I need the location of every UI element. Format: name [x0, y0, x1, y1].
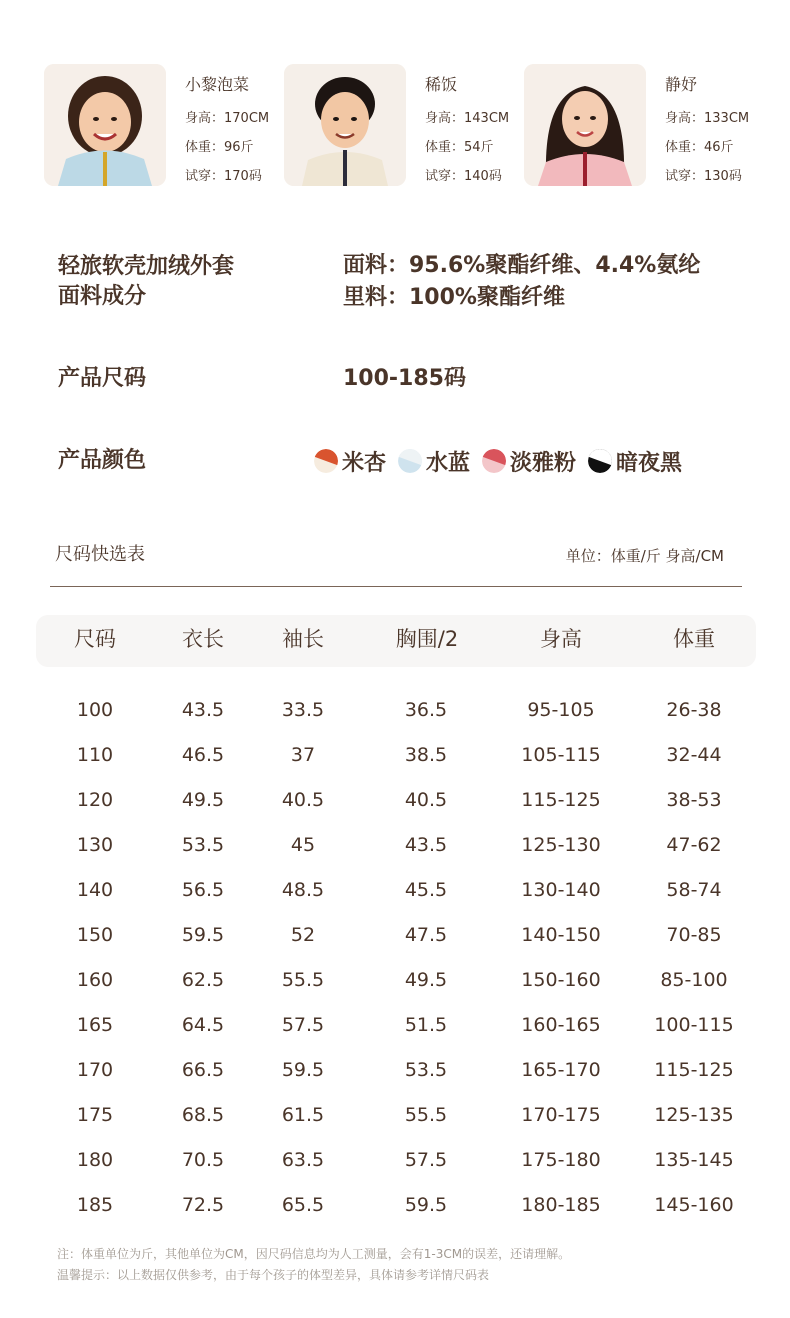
table-cell: 58-74 [666, 879, 722, 901]
model-info [425, 72, 509, 191]
color-option [314, 446, 386, 477]
table-cell: 45 [290, 834, 316, 856]
table-cell: 145-160 [654, 1194, 734, 1216]
table-cell: 40.5 [281, 789, 325, 811]
color-label: 产品颜色 [58, 448, 147, 473]
material-label-line-1: 轻旅软壳加绒外套 [58, 254, 235, 279]
table-cell: 160 [76, 969, 114, 991]
material-value-line-2: 里料：100%聚酯纤维 [343, 285, 565, 310]
table-cell: 38-53 [666, 789, 722, 811]
model-portrait-image [284, 64, 406, 186]
model-name: 稀饭 [425, 75, 458, 94]
column-header: 胸围/2 [395, 627, 459, 651]
table-cell: 115-125 [654, 1059, 734, 1081]
table-row [0, 823, 790, 868]
color-name: 水蓝 [426, 450, 471, 476]
model-size: 试穿：140码 [425, 169, 502, 184]
table-cell: 150-160 [521, 969, 601, 991]
table-cell: 56.5 [181, 879, 225, 901]
table-row [0, 868, 790, 913]
size-value: 100-185码 [343, 366, 466, 391]
color-swatch-icon [482, 449, 506, 473]
table-cell: 180 [76, 1149, 114, 1171]
model-photo [524, 64, 646, 186]
material-value-line-1: 面料：95.6%聚酯纤维、4.4%氨纶 [343, 253, 701, 278]
table-cell: 37 [290, 744, 316, 766]
table-row [0, 1093, 790, 1138]
table-cell: 61.5 [281, 1104, 325, 1126]
size-label: 产品尺码 [58, 366, 147, 391]
tip-note: 温馨提示：以上数据仅供参考，由于每个孩子的体型差异，具体请参考详情尺码表 [57, 1268, 490, 1282]
model-weight: 体重：46斤 [665, 140, 734, 155]
table-cell: 72.5 [181, 1194, 225, 1216]
table-cell: 46.5 [181, 744, 225, 766]
table-row [0, 1003, 790, 1048]
model-height: 身高：170CM [185, 111, 270, 126]
table-cell: 70.5 [181, 1149, 225, 1171]
table-cell: 51.5 [404, 1014, 448, 1036]
column-header: 袖长 [282, 627, 324, 651]
table-cell: 59.5 [281, 1059, 325, 1081]
table-cell: 55.5 [281, 969, 325, 991]
model-portrait-image [44, 64, 166, 186]
size-table-title: 尺码快选表 [55, 544, 145, 565]
table-cell: 105-115 [521, 744, 601, 766]
table-cell: 53.5 [404, 1059, 448, 1081]
table-cell: 165 [76, 1014, 114, 1036]
table-row [0, 688, 790, 733]
table-cell: 115-125 [521, 789, 601, 811]
table-cell: 130-140 [521, 879, 601, 901]
table-cell: 160-165 [521, 1014, 601, 1036]
model-info [665, 72, 749, 191]
model-height: 身高：133CM [665, 111, 750, 126]
model-height: 身高：143CM [425, 111, 510, 126]
color-options [314, 446, 694, 476]
table-header [36, 615, 756, 667]
table-cell: 110 [76, 744, 114, 766]
model-portrait-image [524, 64, 646, 186]
column-header: 衣长 [182, 627, 224, 651]
table-cell: 36.5 [404, 699, 448, 721]
table-cell: 57.5 [281, 1014, 325, 1036]
table-cell: 59.5 [404, 1194, 448, 1216]
table-cell: 130 [76, 834, 114, 856]
table-cell: 43.5 [181, 699, 225, 721]
table-cell: 85-100 [660, 969, 728, 991]
color-swatch-icon [314, 449, 338, 473]
table-cell: 150 [76, 924, 114, 946]
divider [50, 586, 742, 587]
model-size: 试穿：170码 [185, 169, 262, 184]
table-cell: 170-175 [521, 1104, 601, 1126]
table-cell: 170 [76, 1059, 114, 1081]
table-cell: 48.5 [281, 879, 325, 901]
table-cell: 32-44 [666, 744, 722, 766]
table-row [0, 958, 790, 1003]
model-card [524, 64, 764, 186]
measurement-note: 注：体重单位为斤，其他单位为CM，因尺码信息均为人工测量，会有1-3CM的误差，还请理解。 [57, 1247, 571, 1261]
color-option [398, 446, 470, 477]
model-name: 小黎泡菜 [185, 75, 250, 94]
color-name: 暗夜黑 [616, 450, 683, 476]
table-cell: 38.5 [404, 744, 448, 766]
table-cell: 100 [76, 699, 114, 721]
material-label-line-2: 面料成分 [58, 284, 147, 309]
table-cell: 45.5 [404, 879, 448, 901]
color-option [482, 446, 576, 477]
color-option [588, 446, 682, 477]
table-cell: 100-115 [654, 1014, 734, 1036]
table-cell: 70-85 [666, 924, 722, 946]
table-cell: 65.5 [281, 1194, 325, 1216]
color-name: 淡雅粉 [510, 450, 577, 476]
table-cell: 59.5 [181, 924, 225, 946]
model-weight: 体重：54斤 [425, 140, 494, 155]
model-info [185, 72, 269, 191]
table-cell: 68.5 [181, 1104, 225, 1126]
table-cell: 47-62 [666, 834, 722, 856]
table-cell: 95-105 [527, 699, 595, 721]
table-cell: 63.5 [281, 1149, 325, 1171]
column-header: 尺码 [74, 627, 116, 651]
table-row [0, 1048, 790, 1093]
table-cell: 175 [76, 1104, 114, 1126]
table-row [0, 778, 790, 823]
table-cell: 180-185 [521, 1194, 601, 1216]
table-cell: 57.5 [404, 1149, 448, 1171]
table-cell: 175-180 [521, 1149, 601, 1171]
color-swatch-icon [398, 449, 422, 473]
model-card [44, 64, 284, 186]
table-cell: 53.5 [181, 834, 225, 856]
table-cell: 64.5 [181, 1014, 225, 1036]
model-weight: 体重：96斤 [185, 140, 254, 155]
table-cell: 140 [76, 879, 114, 901]
table-row [0, 1183, 790, 1228]
table-cell: 135-145 [654, 1149, 734, 1171]
table-cell: 120 [76, 789, 114, 811]
table-cell: 62.5 [181, 969, 225, 991]
table-cell: 52 [290, 924, 316, 946]
table-cell: 140-150 [521, 924, 601, 946]
model-card [284, 64, 524, 186]
column-header: 身高 [540, 627, 582, 651]
table-cell: 26-38 [666, 699, 722, 721]
material-value [343, 250, 700, 314]
unit-note: 单位：体重/斤 身高/CM [565, 547, 724, 565]
table-row [0, 733, 790, 778]
table-row [0, 1138, 790, 1183]
table-cell: 125-135 [654, 1104, 734, 1126]
model-size: 试穿：130码 [665, 169, 742, 184]
material-label [58, 252, 234, 312]
table-cell: 185 [76, 1194, 114, 1216]
table-row [0, 913, 790, 958]
color-name: 米杏 [342, 450, 387, 476]
table-cell: 49.5 [181, 789, 225, 811]
table-cell: 47.5 [404, 924, 448, 946]
model-photo [284, 64, 406, 186]
table-cell: 55.5 [404, 1104, 448, 1126]
model-name: 静妤 [665, 75, 698, 94]
color-swatch-icon [588, 449, 612, 473]
model-photo [44, 64, 166, 186]
model-cards [44, 64, 764, 186]
table-cell: 125-130 [521, 834, 601, 856]
table-cell: 49.5 [404, 969, 448, 991]
table-cell: 33.5 [281, 699, 325, 721]
table-cell: 66.5 [181, 1059, 225, 1081]
table-cell: 165-170 [521, 1059, 601, 1081]
table-cell: 40.5 [404, 789, 448, 811]
column-header: 体重 [673, 627, 715, 651]
table-cell: 43.5 [404, 834, 448, 856]
